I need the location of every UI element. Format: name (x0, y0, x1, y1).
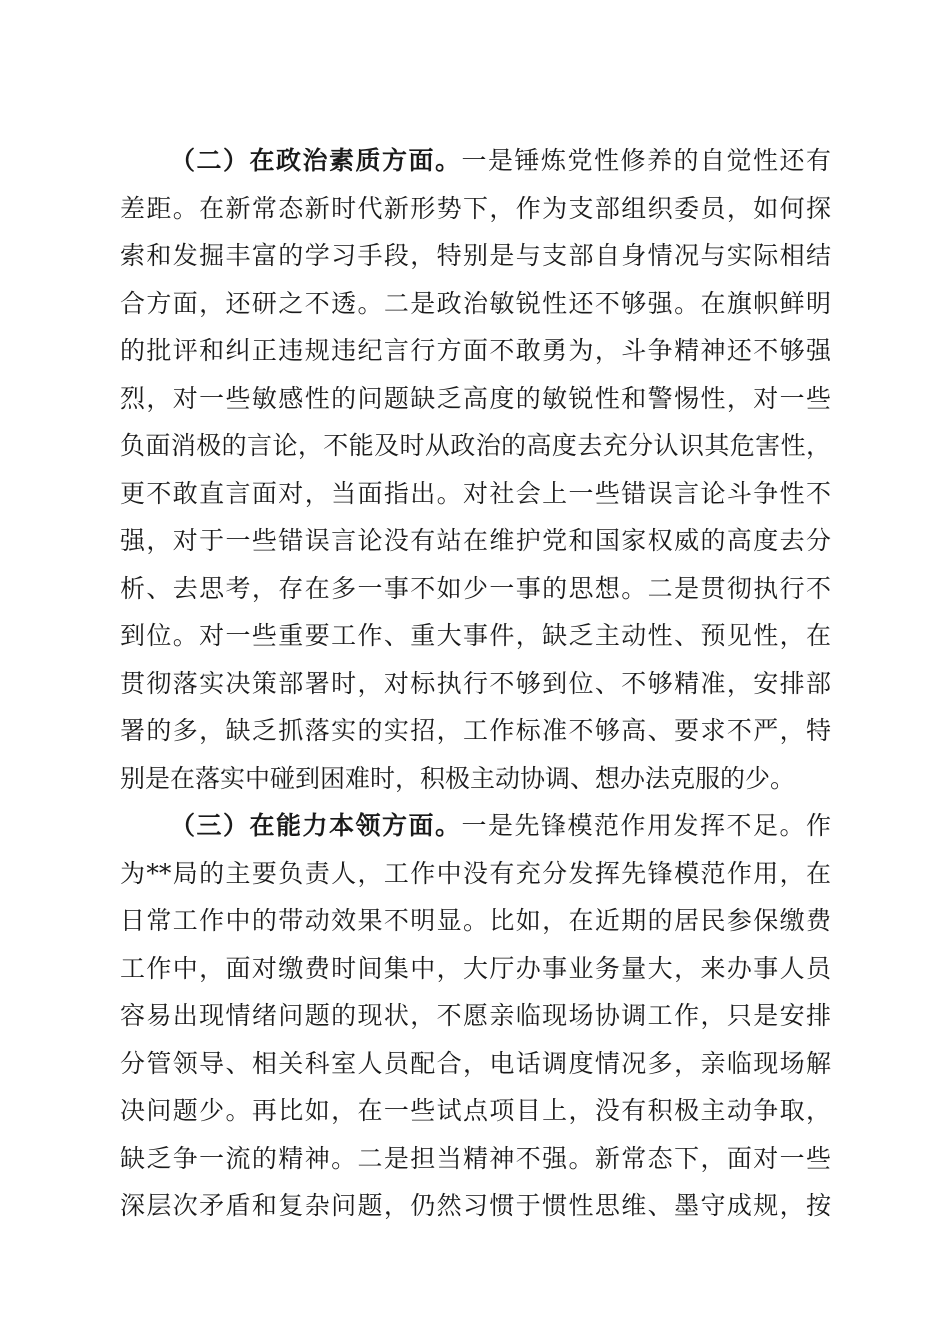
section-2-heading: （二）在政治素质方面。 (170, 146, 462, 175)
paragraph-line: 决问题少。再比如，在一些试点项目上，没有积极主动争取， (120, 1096, 831, 1125)
paragraph-line: 负面消极的言论，不能及时从政治的高度去充分认识其危害性， (120, 431, 831, 460)
paragraph-line: 差距。在新常态新时代新形势下，作为支部组织委员，如何探 (120, 193, 831, 223)
paragraph-line: 分管领导、相关科室人员配合，电话调度情况多，亲临现场解 (120, 1048, 831, 1078)
paragraph-text: 一是先锋模范作用发挥不足。作 (461, 811, 831, 840)
paragraph-line: 深层次矛盾和复杂问题，仍然习惯于惯性思维、墨守成规，按 (120, 1191, 831, 1220)
paragraph-line: 别是在落实中碰到困难时，积极主动协调、想办法克服的少。 (120, 763, 796, 793)
paragraph-line: 署的多，缺乏抓落实的实招，工作标准不够高、要求不严，特 (120, 716, 831, 745)
paragraph-line: 更不敢直言面对，当面指出。对社会上一些错误言论斗争性不 (120, 478, 831, 508)
paragraph-line: 容易出现情绪问题的现状，不愿亲临现场协调工作，只是安排 (120, 1001, 831, 1030)
paragraph-line: 贯彻落实决策部署时，对标执行不够到位、不够精准，安排部 (120, 668, 831, 698)
paragraph-line: 工作中，面对缴费时间集中，大厅办事业务量大，来办事人员 (120, 953, 831, 983)
paragraph-line: 的批评和纠正违规违纪言行方面不敢勇为，斗争精神还不够强 (120, 336, 831, 365)
paragraph-line: 为**局的主要负责人，工作中没有充分发挥先锋模范作用，在 (120, 858, 831, 888)
document-body (120, 137, 831, 1230)
paragraph-2-line-1 (120, 137, 831, 185)
paragraph-3-line-1 (120, 802, 831, 850)
paragraph-line: 析、去思考，存在多一事不如少一事的思想。二是贯彻执行不 (120, 573, 831, 603)
paragraph-line: 到位。对一些重要工作、重大事件，缺乏主动性、预见性，在 (120, 621, 831, 650)
paragraph-line: 日常工作中的带动效果不明显。比如，在近期的居民参保缴费 (120, 906, 831, 935)
paragraph-line: 强，对于一些错误言论没有站在维护党和国家权威的高度去分 (120, 526, 831, 555)
paragraph-text: 一是锤炼党性修养的自觉性还有 (461, 146, 831, 175)
paragraph-line: 缺乏争一流的精神。二是担当精神不强。新常态下，面对一些 (120, 1143, 831, 1173)
paragraph-line: 索和发掘丰富的学习手段，特别是与支部自身情况与实际相结 (120, 241, 831, 270)
paragraph-line: 烈，对一些敏感性的问题缺乏高度的敏锐性和警惕性，对一些 (120, 383, 831, 413)
section-3-heading: （三）在能力本领方面。 (170, 811, 462, 840)
paragraph-line: 合方面，还研之不透。二是政治敏锐性还不够强。在旗帜鲜明 (120, 288, 831, 318)
